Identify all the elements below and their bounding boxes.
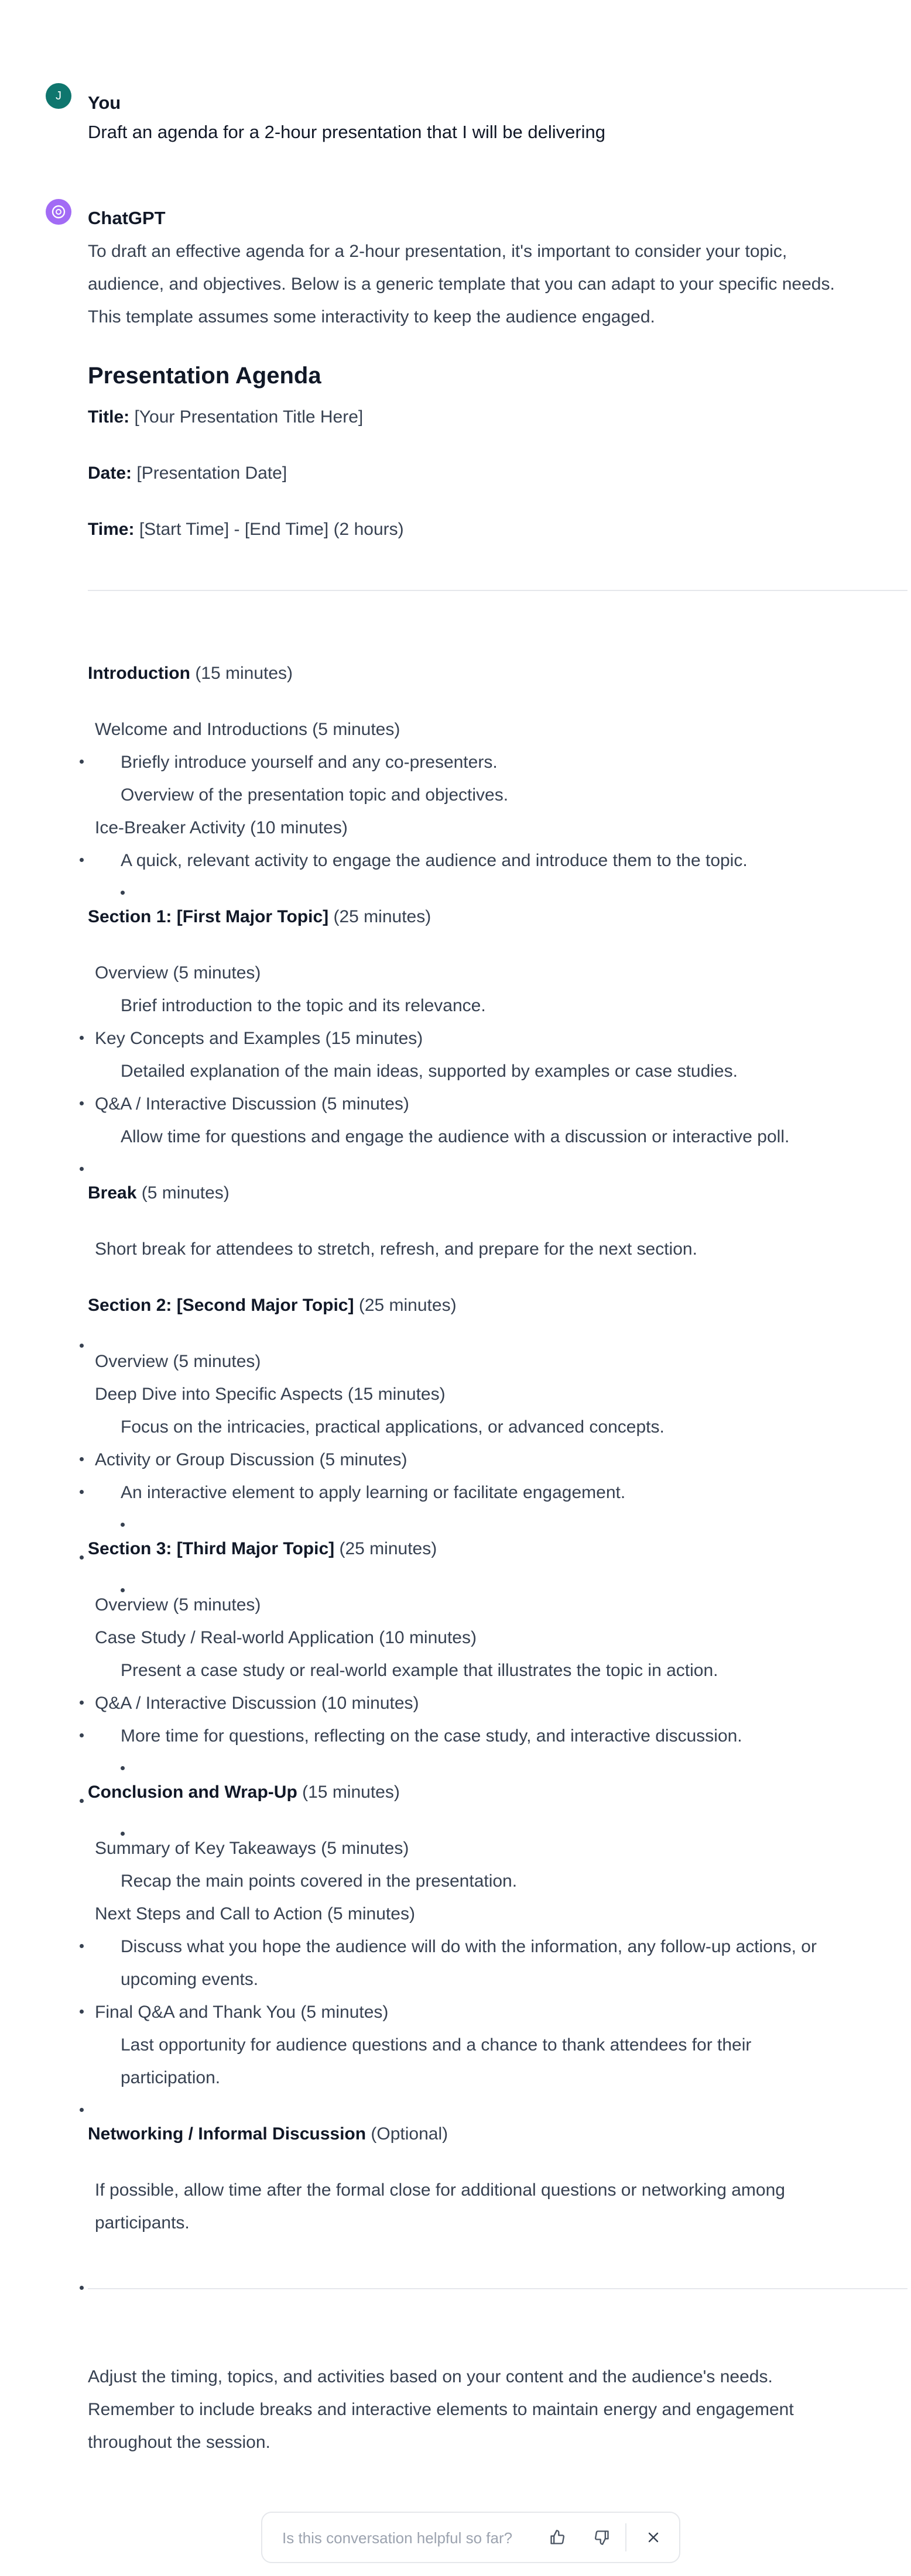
close-button[interactable]	[642, 2526, 665, 2549]
thumbs-up-icon	[549, 2529, 566, 2546]
bullet	[80, 1944, 84, 1948]
bullet	[80, 1344, 84, 1348]
closing-line: Remember to include breaks and interactive elements to maintain energy and engagement	[88, 2400, 794, 2419]
bullet	[121, 1766, 125, 1770]
list-item: Activity or Group Discussion (5 minutes)	[95, 1450, 407, 1469]
feedback-bar	[261, 2512, 680, 2563]
close-icon	[646, 2530, 660, 2544]
bullet	[80, 760, 84, 764]
list-item: Overview (5 minutes)	[95, 1595, 261, 1615]
section-name: Break	[88, 1183, 137, 1203]
list-item: Short break for attendees to stretch, refresh, and prepare for the next section.	[95, 1239, 697, 1259]
bullet	[80, 1167, 84, 1171]
bullet	[80, 2286, 84, 2290]
intro-line: To draft an effective agenda for a 2-hour presentation, it's important to consider your topic,	[88, 242, 787, 261]
list-item: Recap the main points covered in the presentation.	[121, 1871, 518, 1891]
date-line	[88, 463, 287, 483]
openai-logo-icon	[50, 204, 67, 220]
list-item: Next Steps and Call to Action (5 minutes)	[95, 1904, 415, 1924]
bullet	[80, 1799, 84, 1803]
bullet	[80, 1701, 84, 1705]
section-2	[88, 1296, 457, 1316]
list-item: upcoming events.	[121, 1970, 259, 1989]
list-item: participants.	[95, 2213, 190, 2232]
section-3	[88, 1539, 437, 1559]
assistant-intro	[88, 235, 902, 334]
bullet	[80, 1490, 84, 1494]
list-item: Last opportunity for audience questions and a chance to thank attendees for their	[121, 2035, 752, 2055]
bullet	[80, 2108, 84, 2112]
list-item: participation.	[121, 2068, 221, 2087]
user-avatar	[46, 83, 71, 109]
list-item: More time for questions, reflecting on the case study, and interactive discussion.	[121, 1726, 742, 1746]
section-duration: (25 minutes)	[333, 907, 431, 926]
list-item: Case Study / Real-world Application (10 minutes)	[95, 1628, 477, 1647]
bullet	[121, 1588, 125, 1592]
bullet	[80, 1457, 84, 1461]
bullet	[121, 891, 125, 895]
date-value: [Presentation Date]	[136, 463, 287, 483]
list-item: Brief introduction to the topic and its relevance.	[121, 996, 486, 1015]
list-item: Present a case study or real-world example that illustrates the topic in action.	[121, 1661, 718, 1680]
section-duration: (15 minutes)	[195, 664, 293, 683]
list-item: Overview (5 minutes)	[95, 963, 261, 983]
list-item: Ice-Breaker Activity (10 minutes)	[95, 818, 348, 837]
list-item: If possible, allow time after the formal close for additional questions or networking among	[95, 2180, 785, 2200]
section-conclusion	[88, 1782, 400, 1802]
assistant-name: ChatGPT	[88, 208, 166, 228]
bullet	[80, 858, 84, 862]
time-label: Time:	[88, 520, 135, 539]
section-name: Section 1: [First Major Topic]	[88, 907, 329, 926]
time-line	[88, 520, 404, 540]
feedback-question: Is this conversation helpful so far?	[282, 2529, 513, 2547]
section-networking	[88, 2124, 448, 2144]
section-introduction	[88, 664, 293, 684]
section-duration: (Optional)	[371, 2124, 448, 2144]
section-name: Section 2: [Second Major Topic]	[88, 1296, 354, 1315]
section-duration: (25 minutes)	[339, 1539, 437, 1558]
list-item: Key Concepts and Examples (15 minutes)	[95, 1029, 423, 1048]
list-item: A quick, relevant activity to engage the audience and introduce them to the topic.	[121, 851, 748, 870]
user-name: You	[88, 92, 121, 113]
list-item: Discuss what you hope the audience will do with the information, any follow-up actions, or	[121, 1937, 817, 1956]
thumbs-down-icon	[594, 2529, 610, 2546]
section-name: Section 3: [Third Major Topic]	[88, 1539, 335, 1558]
bullet	[80, 1036, 84, 1040]
assistant-closing	[88, 2361, 902, 2459]
list-item: Briefly introduce yourself and any co-presenters.	[121, 753, 498, 772]
section-name: Introduction	[88, 664, 190, 683]
closing-line: throughout the session.	[88, 2433, 270, 2452]
intro-line: audience, and objectives. Below is a generic template that you can adapt to your specific needs.	[88, 274, 835, 294]
bullet	[80, 1555, 84, 1560]
list-item: Q&A / Interactive Discussion (5 minutes)	[95, 1094, 409, 1114]
list-item: Q&A / Interactive Discussion (10 minutes)	[95, 1694, 419, 1713]
list-item: Welcome and Introductions (5 minutes)	[95, 720, 400, 739]
section-1	[88, 907, 431, 927]
title-value: [Your Presentation Title Here]	[134, 407, 364, 427]
list-item: Overview (5 minutes)	[95, 1352, 261, 1371]
time-value: [Start Time] - [End Time] (2 hours)	[139, 520, 404, 539]
intro-line: This template assumes some interactivity to keep the audience engaged.	[88, 307, 655, 327]
separator	[625, 2523, 626, 2551]
bullet	[80, 1733, 84, 1737]
list-item: Overview of the presentation topic and objectives.	[121, 785, 509, 805]
thumbs-down-button[interactable]	[590, 2526, 614, 2549]
section-duration: (25 minutes)	[358, 1296, 457, 1315]
bullet	[121, 1832, 125, 1836]
title-line	[88, 407, 363, 427]
list-item: Deep Dive into Specific Aspects (15 minutes)	[95, 1385, 446, 1404]
bullet	[121, 1523, 125, 1527]
section-duration: (15 minutes)	[302, 1782, 400, 1802]
closing-line: Adjust the timing, topics, and activities based on your content and the audience's needs.	[88, 2367, 773, 2386]
agenda-heading: Presentation Agenda	[88, 363, 321, 389]
chatgpt-avatar	[46, 199, 71, 225]
list-item: An interactive element to apply learning or facilitate engagement.	[121, 1483, 626, 1502]
title-label: Title:	[88, 407, 130, 427]
thumbs-up-button[interactable]	[546, 2526, 569, 2549]
section-break	[88, 1183, 230, 1203]
user-prompt: Draft an agenda for a 2-hour presentation that I will be delivering	[88, 122, 606, 142]
list-item: Summary of Key Takeaways (5 minutes)	[95, 1839, 409, 1858]
list-item: Final Q&A and Thank You (5 minutes)	[95, 2003, 389, 2022]
divider	[88, 590, 907, 591]
avatar-letter: J	[56, 89, 61, 102]
list-item: Focus on the intricacies, practical applications, or advanced concepts.	[121, 1417, 665, 1437]
list-item: Detailed explanation of the main ideas, supported by examples or case studies.	[121, 1062, 738, 1081]
bullet	[80, 2010, 84, 2014]
section-name: Conclusion and Wrap-Up	[88, 1782, 297, 1802]
section-name: Networking / Informal Discussion	[88, 2124, 367, 2144]
section-duration: (5 minutes)	[141, 1183, 230, 1203]
bullet	[80, 1101, 84, 1105]
divider	[88, 2288, 907, 2289]
list-item: Allow time for questions and engage the audience with a discussion or interactive poll.	[121, 1127, 790, 1146]
date-label: Date:	[88, 463, 132, 483]
